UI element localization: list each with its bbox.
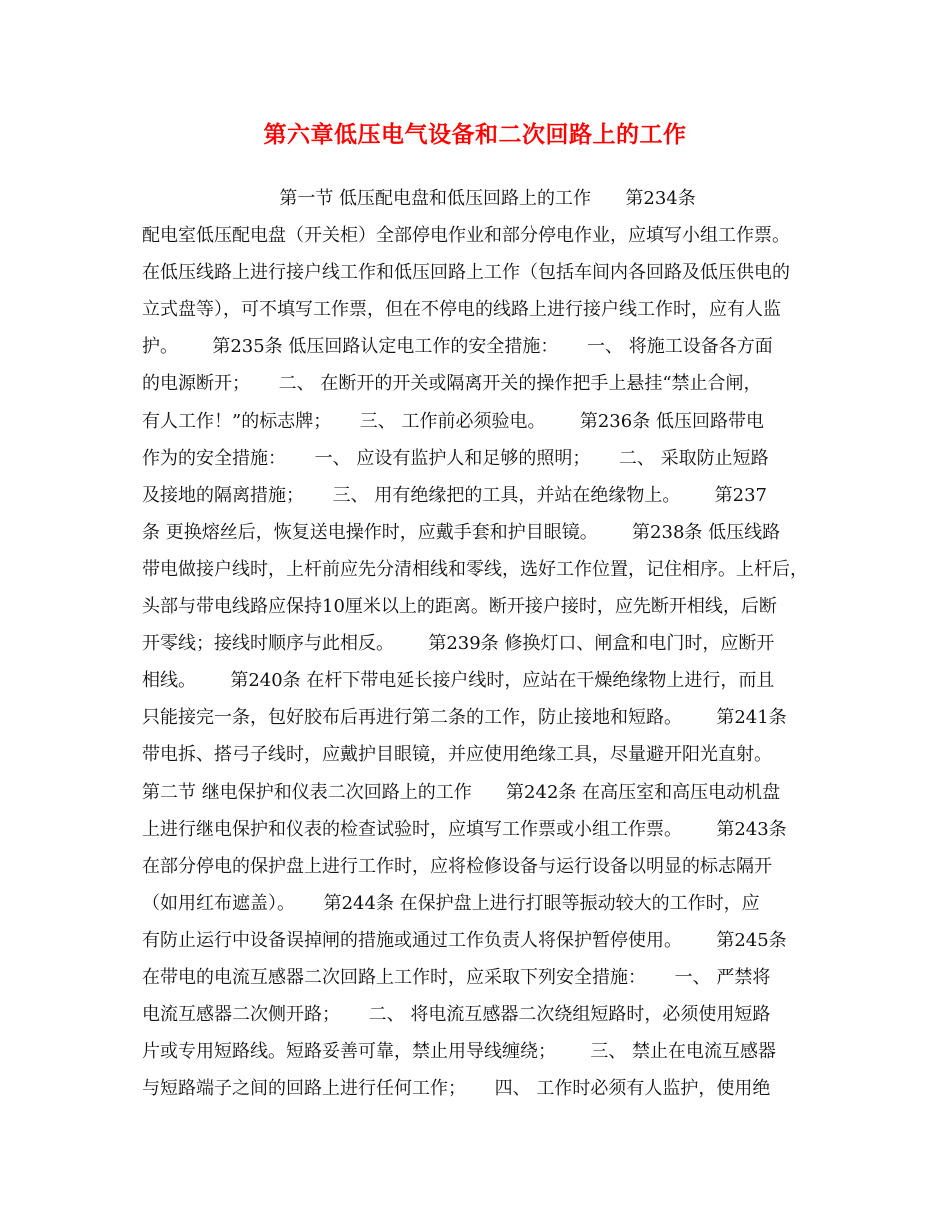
text-line: 第二节 继电保护和仪表二次回路上的工作 第242条 在高压室和高压电动机盘 (142, 781, 781, 803)
text-line: 第一节 低压配电盘和低压回路上的工作 第234条 (142, 188, 696, 209)
text-line: 带电拆、搭弓子线时，应戴护目眼镜，并应使用绝缘工具，尽量避开阳光直射。 (142, 744, 772, 766)
text-line: 头部与带电线路应保持10厘米以上的距离。断开接户接时，应先断开相线，后断 (142, 596, 777, 618)
text-line: 及接地的隔离措施； 三、 用有绝缘把的工具，并站在绝缘物上。 第237 (142, 484, 768, 506)
text-line: 在低压线路上进行接户线工作和低压回路上工作（包括车间内各回路及低压供电的 (142, 262, 790, 284)
text-line: 只能接完一条，包好胶布后再进行第二条的工作，防止接地和短路。 第241条 (142, 707, 787, 729)
text-line: 与短路端子之间的回路上进行任何工作； 四、 工作时必须有人监护，使用绝 (142, 1078, 771, 1100)
text-line: 有人工作！”的标志牌； 三、 工作前必须验电。 第236条 低压回路带电 (142, 410, 764, 432)
text-line: 有防止运行中设备误掉闸的措施或通过工作负责人将保护暂停使用。 第245条 (142, 929, 787, 951)
text-line: 在带电的电流互感器二次回路上工作时，应采取下列安全措施： 一、 严禁将 (142, 966, 771, 988)
text-line: 片或专用短路线。短路妥善可靠，禁止用导线缠绕； 三、 禁止在电流互感器 (142, 1041, 777, 1063)
text-line: 相线。 第240条 在杆下带电延长接户线时，应站在干燥绝缘物上进行，而且 (142, 670, 775, 692)
text-line: 上进行继电保护和仪表的检查试验时，应填写工作票或小组工作票。 第243条 (142, 818, 787, 840)
text-line: 作为的安全措施： 一、 应设有监护人和足够的照明； 二、 采取防止短路 (142, 447, 769, 469)
text-line: 带电做接户线时，上杆前应先分清相线和零线，选好工作位置，记住相序。上杆后， (142, 558, 808, 580)
text-line: 开零线；接线时顺序与此相反。 第239条 修换灯口、闸盒和电门时，应断开 (142, 633, 775, 655)
text-line: 配电室低压配电盘（开关柜）全部停电作业和部分停电作业，应填写小组工作票。 (142, 225, 790, 247)
chapter-title: 第六章低压电气设备和二次回路上的工作 (263, 121, 687, 148)
text-line: 立式盘等），可不填写工作票，但在不停电的线路上进行接户线工作时，应有人监 (142, 299, 781, 321)
text-line: 电流互感器二次侧开路； 二、 将电流互感器二次绕组短路时，必须使用短路 (142, 1004, 771, 1026)
text-line: 的电源断开； 二、 在断开的开关或隔离开关的操作把手上悬挂“禁止合闸， (142, 373, 762, 395)
text-line: （如用红布遮盖）。 第244条 在保护盘上进行打眼等振动较大的工作时，应 (142, 892, 760, 914)
text-line: 条 更换熔丝后，恢复送电操作时，应戴手套和护目眼镜。 第238条 低压线路 (142, 521, 781, 543)
text-line: 护。 第235条 低压回路认定电工作的安全措施： 一、 将施工设备各方面 (142, 336, 773, 358)
body-text (142, 180, 818, 1107)
text-line: 在部分停电的保护盘上进行工作时，应将检修设备与运行设备以明显的标志隔开 (142, 855, 772, 877)
